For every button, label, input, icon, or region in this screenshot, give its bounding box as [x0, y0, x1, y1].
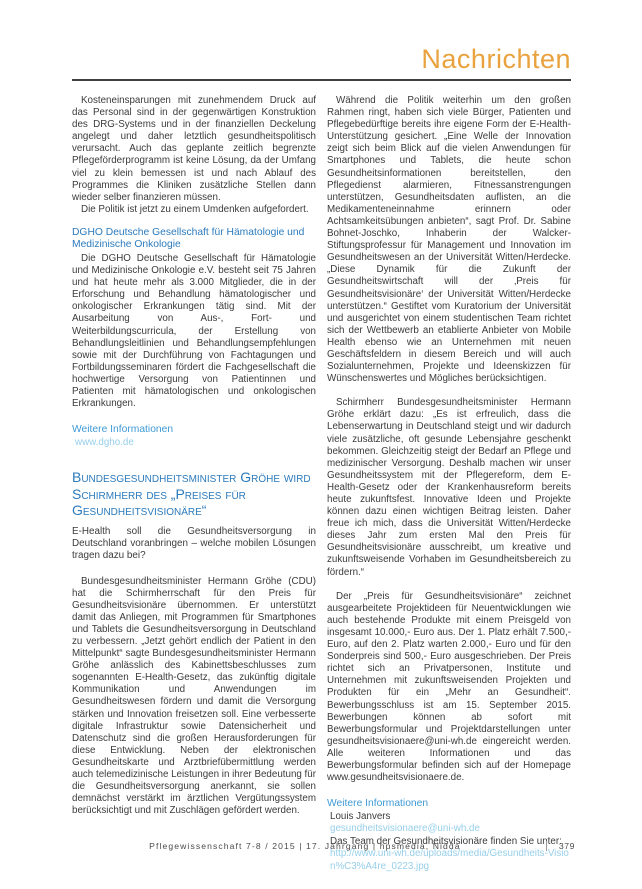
preis-section-heading: Bundesgesundheitsminister Gröhe wird Schirmherr des „Preises für Gesundheitsvisionäre“: [72, 469, 311, 519]
team-info-line: Das Team der Gesundheitsvisionäre finden Sie unter:: [330, 835, 562, 847]
right-paragraph-3: Der „Preis für Gesundheitsvisionäre“ zeichnet ausgearbeitete Projektideen für Neuentwicklungen wie auch bestehende Produkte mit einem Preisgeld von insgesamt 10.000,- Euro aus. Der 1. Platz erhält 7.500,- Euro, auf den 2. Platz warten 2.000,- Euro und für den Sonderpreis sind 500,- Euro ausgeschrieben. Der Preis richtet sich an Privatpersonen, Institute und Unternehmen mit zukunftsweisenden Projekten und Produkten für ein „Mehr an Gesundheit“. Bewerbungsschluss ist am 15. September 2015. Bewerbungen können ab sofort mit Bewerbungsformular und Projektdarstellungen unter gesundheitsvisionaere@uni-wh.de eingereicht werden. Alle weiteren Informationen und das Bewerbungsformular befinden sich auf der Homepage www.gesundheitsvisionaere.de.: [327, 590, 571, 784]
contact-email-link[interactable]: gesundheitsvisionaere@uni-wh.de: [330, 823, 480, 835]
page-footer: [72, 841, 575, 851]
footer-page-number: 379: [546, 841, 575, 851]
footer-journal-line: Pflegewissenschaft 7-8 / 2015 | 17. Jahrgang | hpsmedia, Nidda: [149, 841, 461, 851]
dgho-section-heading: DGHO Deutsche Gesellschaft für Hämatologie und Medizinische Onkologie: [72, 226, 305, 251]
contact-name: Louis Janvers: [330, 810, 391, 822]
intro-paragraph-1: Kosteneinsparungen mit zunehmendem Druck auf das Personal sind in der gegenwärtigen Konstruktion des DRG-Systems und in der finanziellen Deckelung angelegt und daher letztlich gesundheitspolitisch verursacht. Auch das geplante zeitlich begrenzte Pflegeförderprogramm ist keine Lösung, da der Umfang viel zu klein bemessen ist und nach Ablauf des Programmes die Kliniken zusätzliche Stellen dann wieder selber finanzieren müssen.: [72, 95, 316, 203]
page-title: Nachrichten: [421, 44, 571, 74]
dgho-more-info: [72, 424, 316, 449]
preis-section-body: Bundesgesundheitsminister Hermann Gröhe (CDU) hat die Schirmherrschaft für den Preis für Gesundheitsvisionäre übernommen. Er unterstützt damit das Anliegen, mit Programmen für Smartphones und Tablets die Gesundheitsversorgung in Deutschland zu verbessern. „Jetzt gehört endlich der Patient in den Mittelpunkt“ sagte Bundesgesundheitsminister Hermann Gröhe anlässlich des Kabinettsbeschlusses zum sogenannten E-Health-Gesetz, das zukünftig digitale Kommunikation und Anwendungen im Gesundheitswesen fördern und damit die Versorgung stärken und Innovation freisetzen soll. Eine verbesserte digitale Infrastruktur sowie Datensicherheit und Datenschutz sind die großen Herausforderungen für diese Entwicklung. Neben der elektronischen Gesundheitskarte und Arztbriefübermittlung werden auch telemedizinische Leistungen in ihrer Bedeutung für die Gesundheitsversorgung anerkannt, sie sollen demnächst verstärkt im ärztlichen Vergütungssystem berücksichtigt und mit Zuschlägen gefördert werden.: [72, 575, 316, 817]
title-rule: [72, 79, 571, 81]
more-info-label: Weitere Informationen: [327, 798, 429, 810]
preis-more-info: [327, 798, 571, 873]
intro-paragraph-2: Die Politik ist jetzt zu einem Umdenken aufgefordert.: [81, 203, 309, 215]
right-column: [327, 95, 571, 873]
text-columns: [72, 95, 571, 873]
right-paragraph-1: Während die Politik weiterhin um den großen Rahmen ringt, haben sich viele Bürger, Patienten und Pflegebedürftige bereits ihre eigene Form der E-Health-Unterstützung gesichert. „Eine Welle der Innovation zeigt sich beim Blick auf die vielen Anwendungen für Smartphones und Tablets, die heute schon Gesundheitsinformationen bereitstellen, den Pflegedienst alarmieren, Fitnessanstrengungen unterstützen, Gesundheitsdaten auflisten, an die Medikamenteneinnahme erinnern oder Achtsamkeitsübungen anbieten“, sagt Prof. Dr. Sabine Bohnet-Joschko, Inhaberin der Walcker-Stiftungsprofessur für Management und Innovation im Gesundheitswesen an der Universität Witten/Herdecke. „Diese Dynamik für die Zukunft der Gesundheitswirtschaft will der ‚Preis für Gesundheitsvisionäre‘ der Universität Witten/Herdecke unterstützen.“ Gestiftet vom Kuratorium der Universität und ausgerichtet von einem studentischen Team richtet sich der Wettbewerb an etablierte Anbieter von Mobile Health ebenso wie an Unternehmen mit neuen Geschäftsfeldern in diesem Bereich und will auch Sozialunternehmen, Projekte und Ideenskizzen für Wünschenswertes und Mögliches berücksichtigen.: [327, 95, 571, 385]
dgho-website-link[interactable]: www.dgho.de: [75, 436, 134, 448]
page-content: [72, 0, 571, 873]
right-paragraph-2: Schirmherr Bundesgesundheitsminister Hermann Gröhe erklärt dazu: „Es ist erfreulich, dass die Lebenserwartung in Deutschland steigt und wir dadurch viele zusätzliche, oft gesunde Lebensjahre geschenkt bekommen. Gleichzeitig steigt der Bedarf an Pflege und medizinischer Versorgung. Deshalb machen wir unser Gesundheitssystem mit der Pflegereform, dem E-Health-Gesetz oder der Krankenhausreform bereits heute zukunftsfest. Innovative Ideen und Projekte können dazu einen wichtigen Beitrag leisten. Daher freue ich mich, dass die Universität Witten/Herdecke dieses Jahr zum ersten Mal den Preis für Gesundheitsvisionäre ausschreibt, um kreative und zukunftsweisende Vorhaben im Gesundheitsbereich zu fördern.“: [327, 397, 571, 578]
more-info-label: Weitere Informationen: [72, 424, 174, 436]
team-photo-link[interactable]: http://www.uni-wh.de/uploads/media/Gesundheits-Vision%C3%A4re_0223.jpg: [330, 848, 569, 872]
left-column: [72, 95, 316, 873]
preis-section-teaser: E-Health soll die Gesundheitsversorgung in Deutschland voranbringen – welche mobilen Lösungen tragen dazu bei?: [72, 525, 316, 562]
dgho-section-body: Die DGHO Deutsche Gesellschaft für Hämatologie und Medizinische Onkologie e.V. besteht seit 75 Jahren und hat heute mehr als 3.000 Mitglieder, die in der Erforschung und Behandlung hämatologischer und onkologischer Erkrankungen tätig sind. Mit der Ausarbeitung von Aus-, Fort- und Weiterbildungscurricula, der Erstellung von Behandlungsleitlinien und Behandlungsempfehlungen sowie mit der Durchführung von Fachtagungen und Fortbildungsseminaren fördert die Fachgesellschaft die hochwertige Versorgung von Patientinnen und Patienten mit hämatologischen und onkologischen Erkrankungen.: [72, 252, 316, 410]
